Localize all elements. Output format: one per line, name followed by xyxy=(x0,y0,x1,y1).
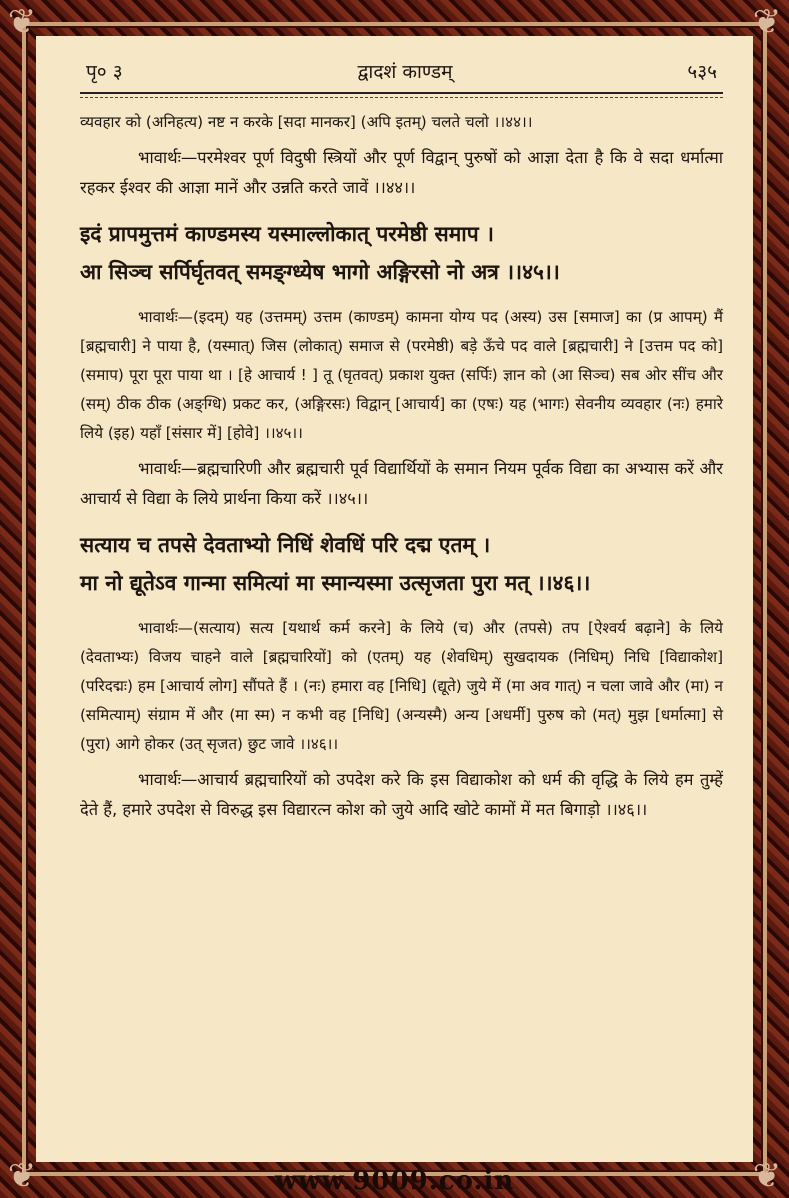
corner-ornament-icon: ❦ xyxy=(7,2,37,42)
website-watermark: www.9009.co.in xyxy=(274,1166,515,1196)
paragraph-continuation: व्यवहार को (अनिहत्य) नष्ट न करके [सदा मानकर] (अपि इतम्) चलते चलो ।।४४।। xyxy=(80,113,533,131)
bhavarth-paragraph: भावार्थः—ब्रह्मचारिणी और ब्रह्मचारी पूर्व विद्यार्थियों के समान नियम पूर्वक विद्या का अभ्यास करें और आचार्य से विद्या के लिये प्रार्थना किया करें ।।४५।। xyxy=(80,459,723,508)
bhavarth-paragraph: भावार्थः—परमेश्वर पूर्ण विदुषी स्त्रियों और पूर्ण विद्वान् पुरुषों को आज्ञा देता है कि वे सदा धर्मात्मा रहकर ईश्वर की आज्ञा मानें और उन्नति करते जावें ।।४४।। xyxy=(80,148,723,197)
word-meaning-paragraph: भावार्थः—(इदम्) यह (उत्तमम्) उत्तम (काण्डम्) कामना योग्य पद (अस्य) उस [समाज] का (प्र आपम्) मैं [ब्रह्मचारी] ने पाया है, (यस्मात्) जिस (लोकात्) समाज से (परमेष्ठी) बड़े ऊँचे पद वाले [ब्रह्मचारी] ने [उत्तम पद को] (समाप) पूरा पूरा पाया था । [हे आचार्य ! ] तू (घृतवत्) प्रकाश युक्त (सर्पिः) ज्ञान को (आ सिञ्च) सब ओर सींच और (सम्) ठीक ठीक (अङ्ग्धि) प्रकट कर, (अङ्गिरसः) विद्वान् [आचार्य] का (एषः) यह (भागः) सेवनीय व्यवहार (नः) हमारे लिये (इह) यहाँ [संसार में] [होवे] ।।४५।। xyxy=(80,308,723,442)
book-page xyxy=(36,36,753,1162)
mantra-line: मा नो द्यूतेऽव गान्मा समित्यां मा स्मान्यस्मा उत्सृजता पुरा मत् ।।४६।। xyxy=(80,570,591,595)
page-number-left: पृ० ३ xyxy=(86,61,123,83)
chapter-title: द्वादशं काण्डम् xyxy=(357,61,453,83)
bhavarth-paragraph: भावार्थः—आचार्य ब्रह्मचारियों को उपदेश करे कि इस विद्याकोश को धर्म की वृद्धि के लिये हम तुम्हें देते हैं, हमारे उपदेश से विरुद्ध इस विद्यारत्न कोश को जुये आदि खोटे कामों में मत बिगाड़ो ।।४६।। xyxy=(80,770,723,819)
mantra-line: आ सिञ्च सर्पिर्घृतवत् समङ्ग्ध्येष भागो अङ्गिरसो नो अत्र ।।४५।। xyxy=(80,259,560,284)
corner-ornament-icon: ❦ xyxy=(752,2,782,42)
header-rule xyxy=(80,92,723,98)
corner-ornament-icon: ❦ xyxy=(7,1156,37,1196)
word-meaning-paragraph: भावार्थः—(सत्याय) सत्य [यथार्थ कर्म करने] के लिये (च) और (तपसे) तप [ऐश्वर्य बढ़ाने] के लिये (देवताभ्यः) विजय चाहने वाले [ब्रह्मचारियों] को (एतम्) यह (शेवधिम्) सुखदायक (निधिम्) निधि [विद्याकोश] (परिदद्मः) हम [आचार्य लोग] सौंपते हैं । (नः) हमारा वह [निधि] (द्यूते) जुये में (मा अव गात्) न चला जावे और (मा) न (समित्याम्) संग्राम में और (मा स्म) न कभी वह [निधि] (अन्यस्मै) अन्य [अधर्मी] पुरुष को (मत्) मुझ [धर्मात्मा] से (पुरा) आगे होकर (उत् सृजत) छुट जावे ।।४६।। xyxy=(80,619,723,753)
page-header xyxy=(80,54,723,92)
corner-ornament-icon: ❦ xyxy=(752,1156,782,1196)
mantra-line: इदं प्रापमुत्तमं काण्डमस्य यस्माल्लोकात् परमेष्ठी समाप । xyxy=(80,221,494,246)
page-number-right: ५३५ xyxy=(687,61,717,83)
mantra-line: सत्याय च तपसे देवताभ्यो निधिं शेवधिं परि दद्म एतम् । xyxy=(80,532,491,557)
